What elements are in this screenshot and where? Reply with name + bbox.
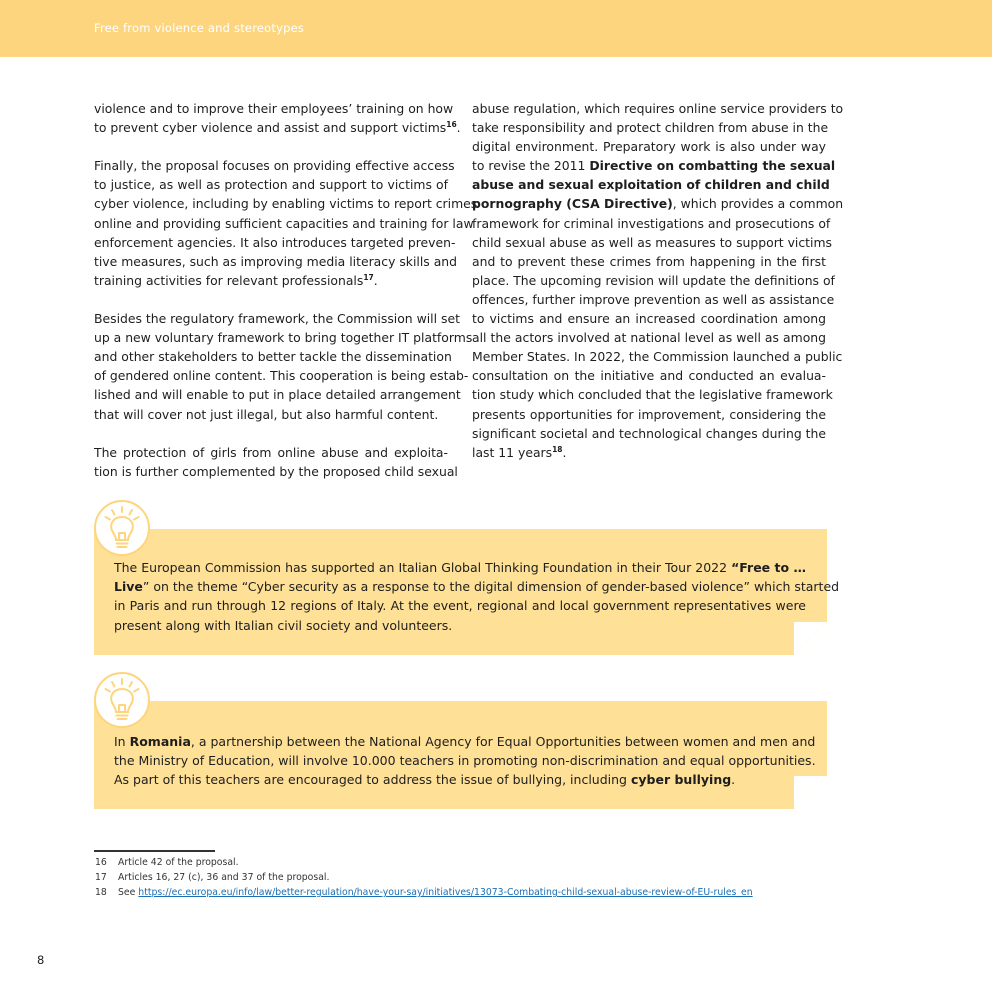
text-column-left [94,99,478,481]
directive-title: Directive on combatting the sexual [589,158,836,174]
text-line: tion is further complemented by the proposed child sexual [94,463,458,479]
text-line: last 11 years$^{18}$. [472,444,567,460]
text-line: lished and will enable to put in place detailed arrangement [94,387,461,403]
text-line: and to prevent these crimes from happening in the first [472,253,826,269]
footnote-text: Articles 16, 27 (c), 36 and 37 of the proposal. [118,872,330,883]
text-line: in Paris and run through 12 regions of Italy. At the event, regional and local government representatives were [114,598,806,614]
text-line: online and providing sufficient capacities and training for law [94,215,474,231]
text-line: Besides the regulatory framework, the Commission will set [94,311,460,327]
text-line: all the actors involved at national level as well as among [472,330,826,346]
footnote [95,887,753,899]
footnote [95,872,329,884]
footnote-ref: 16 [446,119,457,129]
text-line: take responsibility and protect children from abuse in the [472,120,829,136]
text-line: consultation on the initiative and conducted an evalua- [472,368,826,384]
text-line: up a new voluntary framework to bring together IT platforms [94,330,473,346]
text-line: abuse and sexual exploitation of children and child [472,177,830,193]
info-box-italy-text [114,558,840,635]
text-line: child sexual abuse as well as measures to support victims [472,234,832,250]
text-line: place. The upcoming revision will update the definitions of [472,272,835,288]
text-line: enforcement agencies. It also introduces targeted preven- [94,234,456,250]
text-line: tive measures, such as improving media literacy skills and [94,253,458,269]
header-bar [0,0,992,57]
text-line: present along with Italian civil society and volunteers. [114,617,453,633]
footnote-number: 16 [95,857,107,868]
text-line: significant societal and technological changes during the [472,425,826,441]
text-column-right [472,99,844,462]
footnote [95,857,239,869]
text-line: training activities for relevant professionals$^{17}$. [94,272,378,288]
text-line: Live” on the theme “Cyber security as a response to the digital dimension of gender-based violence” which started [114,579,840,595]
text-line: that will cover not just illegal, but also harmful content. [94,406,439,422]
cyber-bullying-highlight: cyber bullying [630,772,732,788]
text-line: Member States. In 2022, the Commission launched a public [472,349,843,365]
footnote-ref: 17 [363,272,374,282]
header-title: Free from violence and stereotypes [94,21,305,35]
text-line: pornography (CSA Directive), which provides a common [472,196,844,212]
text-line: to prevent cyber violence and assist and support victims$^{16}$. [94,119,461,136]
footnote-text: See [118,887,139,898]
footnote-text: Article 42 of the proposal. [118,857,239,868]
text-line: to victims and ensure an increased coordination among [472,311,826,327]
text-line: to revise the 2011 Directive on combatting the sexual [472,158,836,174]
text-line: violence and to improve their employees’ training on how [94,101,454,116]
text-line: of gendered online content. This cooperation is being estab- [94,368,469,384]
text-line: framework for criminal investigations and prosecutions of [472,215,831,231]
footnote-ref: 18 [552,444,563,454]
text-line: The European Commission has supported an Italian Global Thinking Foundation in their Tour 2022 “Free to … [114,560,807,575]
text-line: The protection of girls from online abuse and exploita- [94,444,448,460]
footnote-number: 17 [95,872,107,883]
page-number: 8 [37,953,45,967]
text-line: abuse regulation, which requires online service providers to [472,101,844,116]
text-line: As part of this teachers are encouraged to address the issue of bullying, including cyber bullying. [114,772,736,788]
text-line: to justice, as well as protection and support to victims of [94,177,448,193]
text-line: In Romania, a partnership between the National Agency for Equal Opportunities between women and men and [114,734,816,749]
lightbulb-icon [94,500,150,556]
lightbulb-icon [94,672,150,728]
text-line: digital environment. Preparatory work is also under way [472,139,826,155]
romania-highlight: Romania [129,734,191,749]
text-line: Finally, the proposal focuses on providing effective access [94,158,455,174]
text-line: presents opportunities for improvement, considering the [472,406,826,422]
footnote-number: 18 [95,887,107,898]
text-line: and other stakeholders to better tackle the dissemination [94,349,452,365]
footnote-link[interactable]: https://ec.europa.eu/info/law/better-regulation/have-your-say/initiatives/13073-Combating-child-sexual-abuse-review-of-EU-rules_en [138,887,753,898]
text-line: cyber violence, including by enabling victims to report crimes [94,196,478,212]
text-line: offences, further improve prevention as well as assistance [472,291,835,307]
text-line: tion study which concluded that the legislative framework [472,387,833,403]
text-line: the Ministry of Education, will involve 10.000 teachers in promoting non-discrimination and equal opportunities. [114,753,816,769]
footnote-divider [94,850,215,852]
tour-title: “Free to … [731,560,807,575]
info-box-romania-text [114,732,816,790]
